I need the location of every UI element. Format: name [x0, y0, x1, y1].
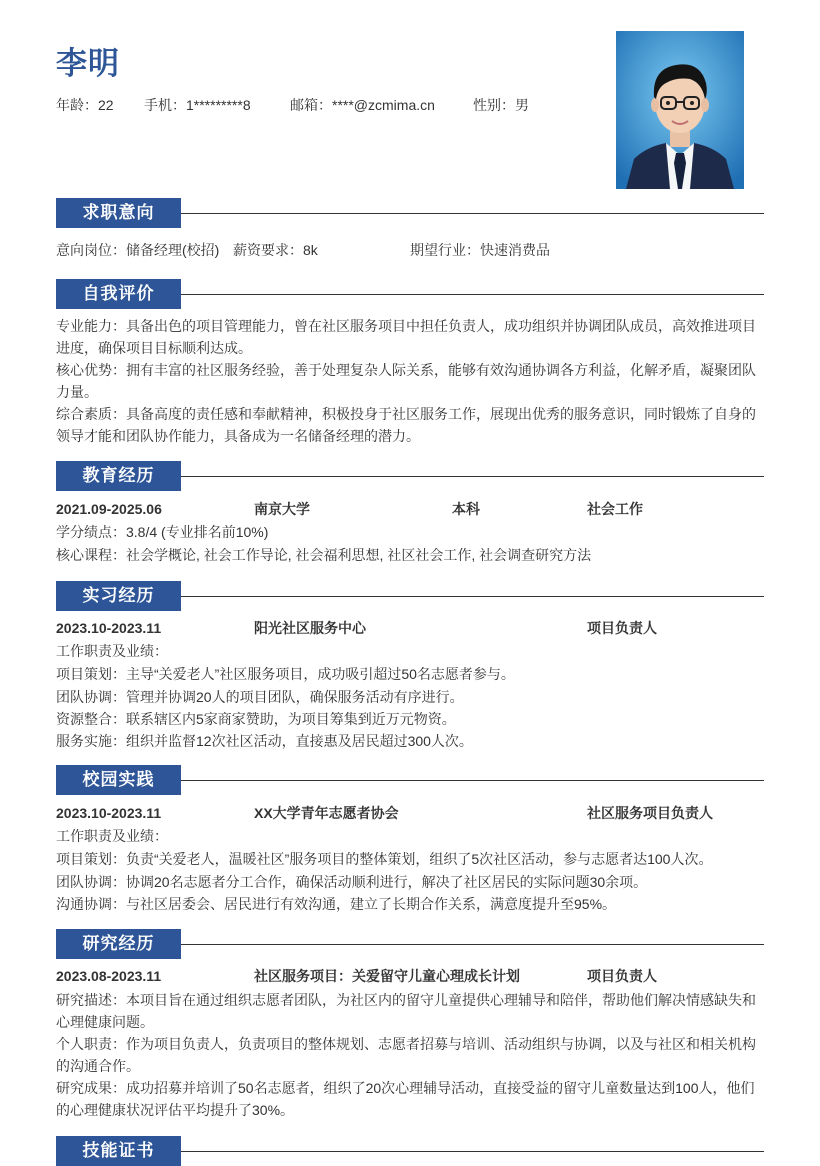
section-intent — [56, 198, 764, 228]
campus-line: 项目策划：负责“关爱老人，温暖社区”服务项目的整体策划，组织了5次社区活动，参与志愿者达100人次。 — [56, 851, 713, 867]
divider — [181, 294, 764, 295]
campus-row — [56, 802, 766, 824]
divider — [181, 596, 764, 597]
section-title: 实习经历 — [56, 581, 181, 611]
education-gpa: 学分绩点：3.8/4 (专业排名前10%) — [56, 524, 269, 540]
intent-position: 意向岗位：储备经理(校招) — [56, 242, 220, 258]
education-courses: 核心课程：社会学概论, 社会工作导论, 社会福利思想, 社区社会工作, 社会调查研究方法 — [56, 547, 592, 563]
section-skills — [56, 1136, 764, 1166]
self-paragraph: 专业能力：具备出色的项目管理能力，曾在社区服务项目中担任负责人，成功组织并协调团队成员，高效推进项目进度，确保项目目标顺利达成。 — [56, 318, 756, 356]
divider — [181, 213, 764, 214]
intent-salary: 薪资要求：8k — [233, 242, 318, 258]
research-paragraph: 研究成果：成功招募并培训了50名志愿者，组织了20次心理辅导活动，直接受益的留守儿童数量达到100人，他们的心理健康状况评估平均提升了30%。 — [56, 1080, 755, 1118]
research-project: 社区服务项目：关爱留守儿童心理成长计划 — [254, 968, 520, 984]
section-self — [56, 279, 764, 309]
research-paragraph: 个人职责：作为项目负责人，负责项目的整体规划、志愿者招募与培训、活动组织与协调，以及与社区和相关机构的沟通合作。 — [56, 1036, 756, 1074]
internship-line: 工作职责及业绩： — [56, 643, 168, 659]
campus-line: 沟通协调：与社区居委会、居民进行有效沟通，建立了长期合作关系，满意度提升至95%。 — [56, 896, 617, 912]
intent-industry: 期望行业：快速消费品 — [410, 242, 550, 258]
section-title: 研究经历 — [56, 929, 181, 959]
section-internship — [56, 581, 764, 611]
section-campus — [56, 765, 764, 795]
campus-line: 团队协调：协调20名志愿者分工合作，确保活动顺利进行，解决了社区居民的实际问题30余项。 — [56, 874, 648, 890]
section-title: 校园实践 — [56, 765, 181, 795]
email: 邮箱：****@zcmima.cn — [290, 97, 435, 113]
profile-photo — [616, 31, 744, 189]
divider — [181, 476, 764, 477]
self-paragraph: 综合素质：具备高度的责任感和奉献精神，积极投身于社区服务工作，展现出优秀的服务意识，同时锻炼了自身的领导才能和团队协作能力，具备成为一名储备经理的潜力。 — [56, 406, 756, 444]
education-date: 2021.09-2025.06 — [56, 501, 162, 517]
internship-date: 2023.10-2023.11 — [56, 620, 162, 636]
section-title: 求职意向 — [56, 198, 181, 228]
section-title: 技能证书 — [56, 1136, 181, 1166]
internship-line: 团队协调：管理并协调20人的项目团队，确保服务活动有序进行。 — [56, 689, 464, 705]
campus-org: XX大学青年志愿者协会 — [254, 805, 399, 821]
education-row — [56, 498, 766, 520]
campus-line: 工作职责及业绩： — [56, 828, 168, 844]
self-paragraph: 核心优势：拥有丰富的社区服务经验，善于处理复杂人际关系，能够有效沟通协调各方利益，化解矛盾，凝聚团队力量。 — [56, 362, 756, 400]
internship-line: 项目策划：主导“关爱老人”社区服务项目，成功吸引超过50名志愿者参与。 — [56, 666, 515, 682]
research-role: 项目负责人 — [587, 968, 657, 984]
divider — [181, 944, 764, 945]
portrait-illustration — [616, 31, 744, 189]
internship-line: 服务实施：组织并监督12次社区活动，直接惠及居民超过300人次。 — [56, 733, 473, 749]
section-title: 自我评价 — [56, 279, 181, 309]
section-title: 教育经历 — [56, 461, 181, 491]
divider — [181, 780, 764, 781]
intent-row — [56, 239, 766, 261]
education-school: 南京大学 — [254, 501, 310, 517]
section-research — [56, 929, 764, 959]
research-paragraph: 研究描述：本项目旨在通过组织志愿者团队，为社区内的留守儿童提供心理辅导和陪伴，帮助他们解决情感缺失和心理健康问题。 — [56, 992, 756, 1030]
research-date: 2023.08-2023.11 — [56, 968, 162, 984]
phone: 手机：1*********8 — [144, 97, 251, 113]
internship-line: 资源整合：联系辖区内5家商家赞助，为项目筹集到近万元物资。 — [56, 711, 456, 727]
internship-row — [56, 617, 766, 639]
education-major: 社会工作 — [587, 501, 643, 517]
gender: 性别：男 — [473, 97, 529, 113]
education-degree: 本科 — [452, 501, 480, 517]
research-row — [56, 965, 766, 987]
internship-role: 项目负责人 — [587, 620, 657, 636]
internship-org: 阳光社区服务中心 — [254, 620, 366, 636]
campus-date: 2023.10-2023.11 — [56, 805, 162, 821]
candidate-name: 李明 — [56, 46, 120, 81]
campus-role: 社区服务项目负责人 — [587, 805, 713, 821]
age: 年龄：22 — [56, 97, 114, 113]
section-education — [56, 461, 764, 491]
divider — [181, 1151, 764, 1152]
